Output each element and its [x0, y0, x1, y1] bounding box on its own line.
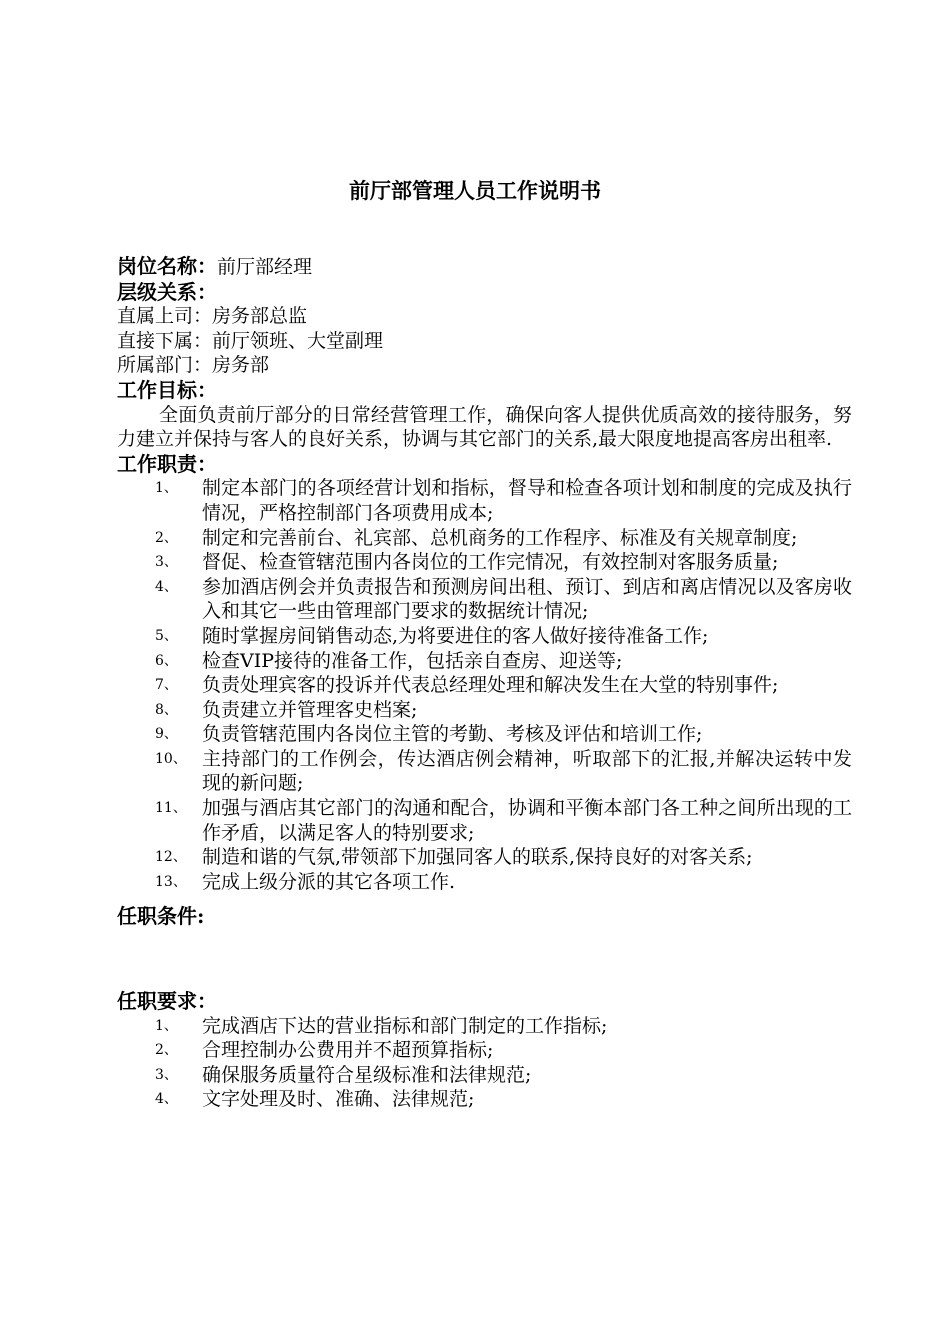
list-item-text: 负责建立并管理客史档案; — [202, 698, 418, 721]
list-item-number: 3、 — [155, 1066, 178, 1083]
list-item-number: 11、 — [155, 800, 187, 817]
list-item-number: 5、 — [155, 627, 178, 644]
list-item-number: 2、 — [155, 1042, 178, 1059]
list-item — [117, 870, 852, 895]
list-item-text: 文字处理及时、准确、法律规范; — [202, 1088, 475, 1111]
list-item-text: 负责管辖范围内各岗位主管的考勤、考核及评估和培训工作; — [202, 723, 703, 746]
position-label: 岗位名称： — [117, 254, 217, 278]
position-value: 前厅部经理 — [217, 256, 313, 278]
requirements-heading: 任职要求： — [117, 989, 217, 1014]
list-item-number: 9、 — [155, 726, 178, 743]
list-item-number: 10、 — [155, 750, 187, 767]
list-item-number: 7、 — [155, 677, 178, 694]
list-item-text: 完成酒店下达的营业指标和部门制定的工作指标; — [202, 1014, 608, 1037]
objective-text: 全面负责前厅部分的日常经营管理工作，确保向客人提供优质高效的接待服务，努力建立并保持与客人的良好关系，协调与其它部门的关系,最大限度地提高客房出租率. — [117, 403, 852, 451]
list-item — [117, 624, 852, 649]
list-item-text: 主持部门的工作例会，传达酒店例会精神，听取部下的汇报,并解决运转中发现的新问题; — [202, 747, 852, 795]
hierarchy-line-superior: 直属上司：房务部总监 — [117, 305, 308, 328]
list-item-number: 2、 — [155, 529, 178, 546]
list-item — [117, 722, 852, 747]
list-item — [117, 575, 852, 624]
list-item-number: 1、 — [155, 480, 178, 497]
list-item — [117, 1087, 852, 1112]
list-item-text: 合理控制办公费用并不超预算指标; — [202, 1039, 494, 1062]
list-item-text: 制定本部门的各项经营计划和指标，督导和检查各项计划和制度的完成及执行情况，严格控制部门各项费用成本; — [202, 477, 852, 524]
list-item-number: 4、 — [155, 578, 178, 595]
list-item-number: 13、 — [155, 873, 187, 890]
list-item — [117, 1038, 852, 1063]
list-item-text: 检查VIP接待的准备工作，包括亲自查房、迎送等; — [202, 649, 623, 672]
list-item — [117, 1063, 852, 1088]
document-body — [117, 254, 852, 1112]
document-title: 前厅部管理人员工作说明书 — [349, 178, 601, 203]
list-item-text: 负责处理宾客的投诉并代表总经理处理和解决发生在大堂的特别事件; — [202, 674, 779, 697]
list-item — [117, 845, 852, 870]
list-item — [117, 550, 852, 575]
list-item-number: 12、 — [155, 849, 187, 866]
list-item-text: 加强与酒店其它部门的沟通和配合，协调和平衡本部门各工种之间所出现的工作矛盾，以满足客人的特别要求; — [202, 797, 852, 844]
list-item — [117, 747, 852, 796]
list-item-text: 确保服务质量符合星级标准和法律规范; — [202, 1063, 532, 1086]
list-item-text: 制定和完善前台、礼宾部、总机商务的工作程序、标准及有关规章制度; — [202, 526, 798, 549]
list-item-number: 3、 — [155, 554, 178, 571]
list-item-number: 8、 — [155, 701, 178, 718]
list-item-number: 4、 — [155, 1091, 178, 1108]
hierarchy-heading: 层级关系： — [117, 279, 217, 304]
list-item-text: 制造和谐的气氛,带领部下加强同客人的联系,保持良好的对客关系; — [202, 846, 753, 869]
list-item — [117, 649, 852, 674]
list-item — [117, 526, 852, 551]
list-item — [117, 476, 852, 525]
list-item-text: 督促、检查管辖范围内各岗位的工作完情况，有效控制对客服务质量; — [202, 551, 779, 574]
list-item — [117, 796, 852, 845]
requirements-list — [117, 1014, 852, 1112]
list-item-text: 随时掌握房间销售动态,为将要进住的客人做好接待准备工作; — [202, 624, 709, 647]
spacer — [117, 894, 852, 904]
list-item — [117, 1014, 852, 1039]
duties-list — [117, 476, 852, 894]
hierarchy-line-department: 所属部门：房务部 — [117, 354, 270, 377]
list-item-text: 完成上级分派的其它各项工作. — [202, 870, 456, 893]
list-item — [117, 673, 852, 698]
list-item — [117, 698, 852, 723]
list-item-number: 1、 — [155, 1017, 178, 1034]
duties-heading: 工作职责： — [117, 451, 217, 476]
list-item-text: 参加酒店例会并负责报告和预测房间出租、预订、到店和离店情况以及客房收入和其它一些由管理部门要求的数据统计情况; — [202, 575, 852, 623]
hierarchy-line-subordinates: 直接下属：前厅领班、大堂副理 — [117, 329, 384, 352]
qualifications-heading: 任职条件: — [117, 904, 205, 929]
position-heading — [117, 254, 852, 280]
spacer — [117, 929, 852, 989]
objective-heading: 工作目标： — [117, 377, 217, 402]
list-item-number: 6、 — [155, 652, 178, 669]
